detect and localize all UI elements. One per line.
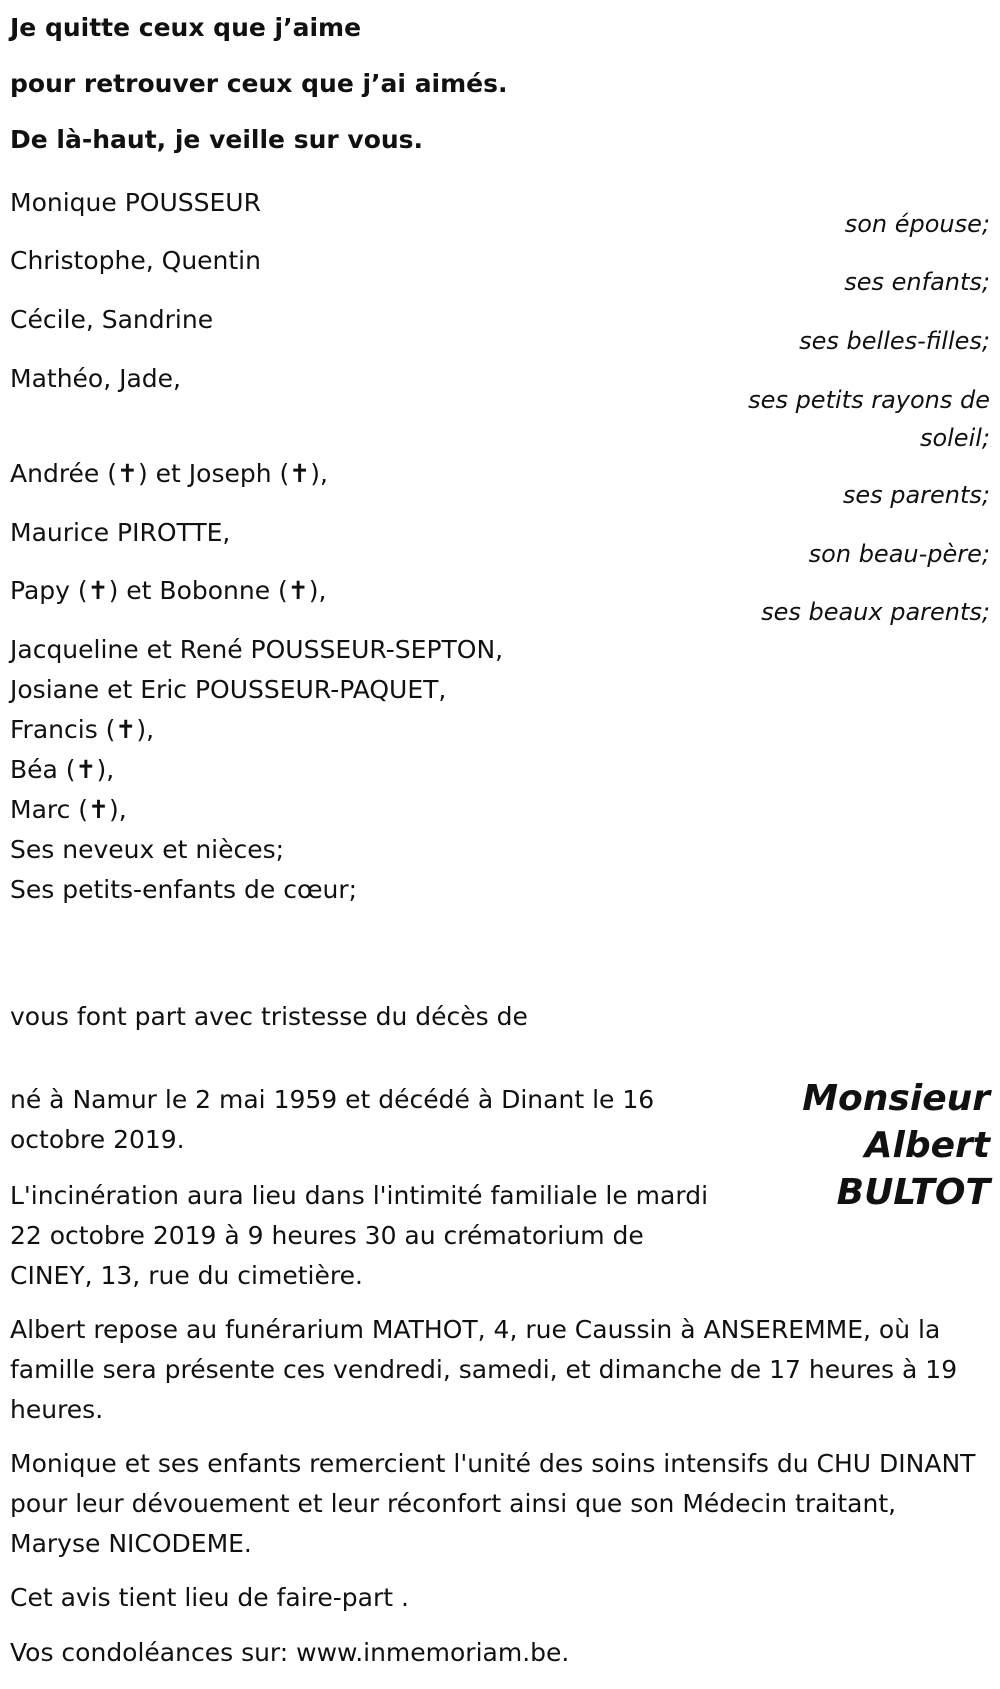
relative-line: Francis (✝),: [10, 715, 155, 744]
relative-line: Jacqueline et René POUSSEUR-SEPTON,: [10, 635, 504, 664]
birth-death-paragraph: né à Namur le 2 mai 1959 et décédé à Dinant le 16 octobre 2019.: [10, 1085, 655, 1154]
family-member-relation: son beau-père;: [808, 540, 990, 568]
condolences-text: Vos condoléances sur: www.inmemoriam.be.: [10, 1638, 570, 1667]
relative-line: Ses petits-enfants de cœur;: [10, 875, 358, 904]
relative-line: Marc (✝),: [10, 795, 127, 824]
family-member-relation: ses petits rayons de soleil;: [748, 386, 990, 452]
verse-line-1: Je quitte ceux que j’aime: [10, 13, 362, 42]
relative-line: Béa (✝),: [10, 755, 115, 784]
relative-line: Josiane et Eric POUSSEUR-PAQUET,: [10, 675, 447, 704]
family-member-relation: ses beaux parents;: [761, 598, 990, 626]
funeral-home-paragraph: Albert repose au funérarium MATHOT, 4, rue Caussin à ANSEREMME, où la famille sera présente ces vendredi, samedi, et dimanche de 17 heures à 19 heures.: [10, 1315, 958, 1424]
notice-text: Cet avis tient lieu de faire-part .: [10, 1583, 409, 1612]
deceased-last-name: BULTOT: [836, 1172, 990, 1213]
family-member-name: Maurice PIROTTE,: [10, 518, 231, 547]
family-member-relation: ses parents;: [842, 481, 990, 509]
family-member-name: Mathéo, Jade,: [10, 364, 181, 393]
thanks-paragraph: Monique et ses enfants remercient l'unité des soins intensifs du CHU DINANT pour leur dévouement et leur réconfort ainsi que son Médecin traitant, Maryse NICODEME.: [10, 1449, 976, 1558]
verse-line-2: pour retrouver ceux que j’ai aimés.: [10, 69, 508, 98]
family-member-name: Papy (✝) et Bobonne (✝),: [10, 576, 327, 605]
verse-line-3: De là-haut, je veille sur vous.: [10, 125, 424, 154]
family-member-relation: ses belles-filles;: [799, 327, 990, 355]
obituary-notice: [10, 0, 990, 1667]
relatives-list: [10, 630, 503, 910]
deceased-name: [730, 1075, 990, 1216]
cremation-paragraph: L'incinération aura lieu dans l'intimité familiale le mardi 22 octobre 2019 à 9 heures 30 au crématorium de CINEY, 13, rue du cimetière.: [10, 1181, 709, 1290]
opening-verse: [10, 0, 990, 168]
family-member-relation: ses enfants;: [844, 268, 990, 296]
family-member-name: Christophe, Quentin: [10, 246, 261, 275]
announcement-text: vous font part avec tristesse du décès de: [10, 1002, 528, 1031]
family-member-relation: son épouse;: [844, 210, 990, 238]
family-member-name: Monique POUSSEUR: [10, 188, 261, 217]
family-member-name: Andrée (✝) et Joseph (✝),: [10, 459, 328, 488]
deceased-title: Monsieur: [802, 1078, 990, 1119]
family-member-name: Cécile, Sandrine: [10, 305, 214, 334]
relative-line: Ses neveux et nièces;: [10, 835, 285, 864]
deceased-first-name: Albert: [864, 1125, 990, 1166]
